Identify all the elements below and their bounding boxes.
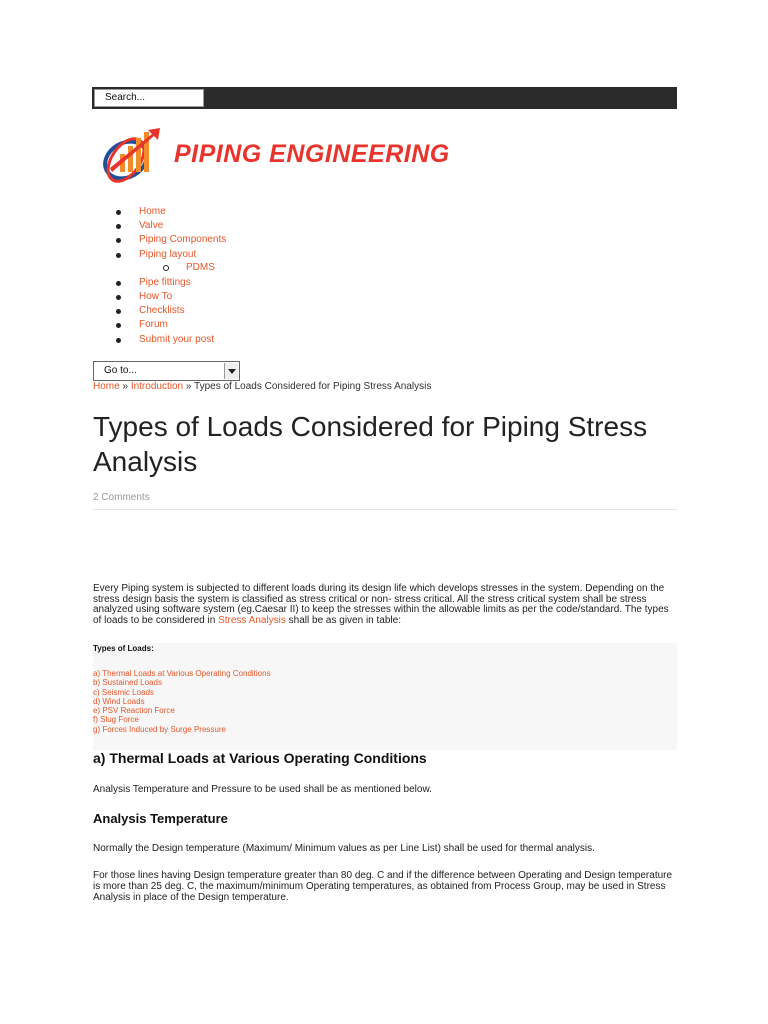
- nav-label: Checklists: [139, 305, 185, 317]
- load-link-sustained[interactable]: b) Sustained Loads: [93, 678, 162, 688]
- site-logo[interactable]: [96, 124, 526, 188]
- page-title: Types of Loads Considered for Piping Stress Analysis: [93, 411, 648, 477]
- nav-label: Valve: [139, 220, 164, 232]
- stress-analysis-link[interactable]: Stress Analysis: [218, 614, 286, 626]
- bullet-icon: [116, 210, 121, 215]
- subheading-analysis-temperature: Analysis Temperature: [93, 811, 228, 826]
- nav-label: PDMS: [186, 261, 215, 273]
- loads-list: [93, 669, 271, 734]
- nav-label: Submit your post: [139, 333, 215, 345]
- nav-label: Piping Components: [139, 234, 227, 246]
- types-of-loads-box: [93, 643, 677, 750]
- intro-text: Every Piping system is subjected to different loads during its design life which develops stresses in the system. Depending on the stress design basis the system is classified as stress critical or non- stress critical. All the stress critical system shall be stress analyzed using software system (eg.Caesar II) to keep the stresses within the allowable limits as per the code/standard. The types of loads to be considered in: [93, 583, 669, 626]
- logo-text: PIPING ENGINEERING: [174, 140, 450, 168]
- bullet-icon: [116, 281, 121, 286]
- main-nav: [116, 205, 226, 347]
- paragraph-design-temperature: Normally the Design temperature (Maximum/ Minimum values as per Line List) shall be used for thermal analysis.: [93, 843, 595, 854]
- goto-label: Go to...: [104, 365, 137, 376]
- intro-paragraph: [93, 584, 678, 626]
- load-link-surge[interactable]: g) Forces Induced by Surge Pressure: [93, 724, 226, 734]
- bullet-icon: [116, 253, 121, 258]
- breadcrumb-introduction-link[interactable]: Introduction: [130, 381, 184, 392]
- nav-item-checklists[interactable]: [116, 304, 226, 318]
- nav-label: Forum: [139, 319, 168, 331]
- chevron-down-icon[interactable]: [224, 363, 238, 379]
- load-link-slug[interactable]: f) Slug Force: [93, 715, 139, 725]
- breadcrumb-separator: »: [119, 381, 131, 392]
- nav-label: How To: [139, 291, 173, 303]
- breadcrumb-current: Types of Loads Considered for Piping Stress Analysis: [194, 381, 432, 392]
- comments-link[interactable]: 2 Comments: [93, 492, 150, 503]
- circle-bullet-icon: [163, 265, 169, 271]
- search-bar: [92, 87, 677, 109]
- nav-item-submit-post[interactable]: [116, 333, 226, 347]
- section-heading-thermal-loads: a) Thermal Loads at Various Operating Conditions: [93, 750, 427, 766]
- nav-label: Home: [139, 206, 166, 217]
- logo-icon: [96, 124, 172, 188]
- bullet-icon: [116, 309, 121, 314]
- load-link-seismic[interactable]: c) Seismic Loads: [93, 687, 154, 697]
- nav-item-home[interactable]: [116, 205, 226, 219]
- goto-select[interactable]: [93, 361, 240, 381]
- nav-item-how-to[interactable]: [116, 290, 226, 304]
- nav-label: Piping layout: [139, 248, 197, 260]
- breadcrumb-separator: »: [183, 381, 195, 392]
- breadcrumb: [93, 381, 431, 392]
- paragraph-analysis-temp-pressure: Analysis Temperature and Pressure to be used shall be as mentioned below.: [93, 784, 432, 795]
- paragraph-operating-temperature: For those lines having Design temperature greater than 80 deg. C and if the difference between Operating and Design temperature is more than 25 deg. C, the maximum/minimum Operating temperatures, as obtained from Process Group, may be used in Stress Analysis in place of the Design temperature.: [93, 870, 673, 903]
- nav-item-piping-layout[interactable]: [116, 248, 226, 262]
- nav-subitem-pdms[interactable]: [116, 262, 226, 274]
- nav-item-piping-components[interactable]: [116, 233, 226, 247]
- loads-title: Types of Loads:: [93, 644, 154, 653]
- breadcrumb-home-link[interactable]: Home: [93, 381, 120, 392]
- divider: [93, 509, 677, 510]
- nav-label: Pipe fittings: [139, 276, 191, 288]
- intro-text-end: shall be as given in table:: [285, 614, 401, 626]
- load-link-psv[interactable]: e) PSV Reaction Force: [93, 706, 175, 716]
- load-link-wind[interactable]: d) Wind Loads: [93, 696, 145, 706]
- search-input[interactable]: Search...: [94, 89, 204, 107]
- bullet-icon: [116, 224, 121, 229]
- bullet-icon: [116, 295, 121, 300]
- nav-item-valve[interactable]: [116, 219, 226, 233]
- bullet-icon: [116, 323, 121, 328]
- load-link-thermal[interactable]: a) Thermal Loads at Various Operating Conditions: [93, 669, 271, 678]
- bullet-icon: [116, 338, 121, 343]
- nav-item-forum[interactable]: [116, 318, 226, 332]
- nav-item-pipe-fittings[interactable]: [116, 276, 226, 290]
- bullet-icon: [116, 238, 121, 243]
